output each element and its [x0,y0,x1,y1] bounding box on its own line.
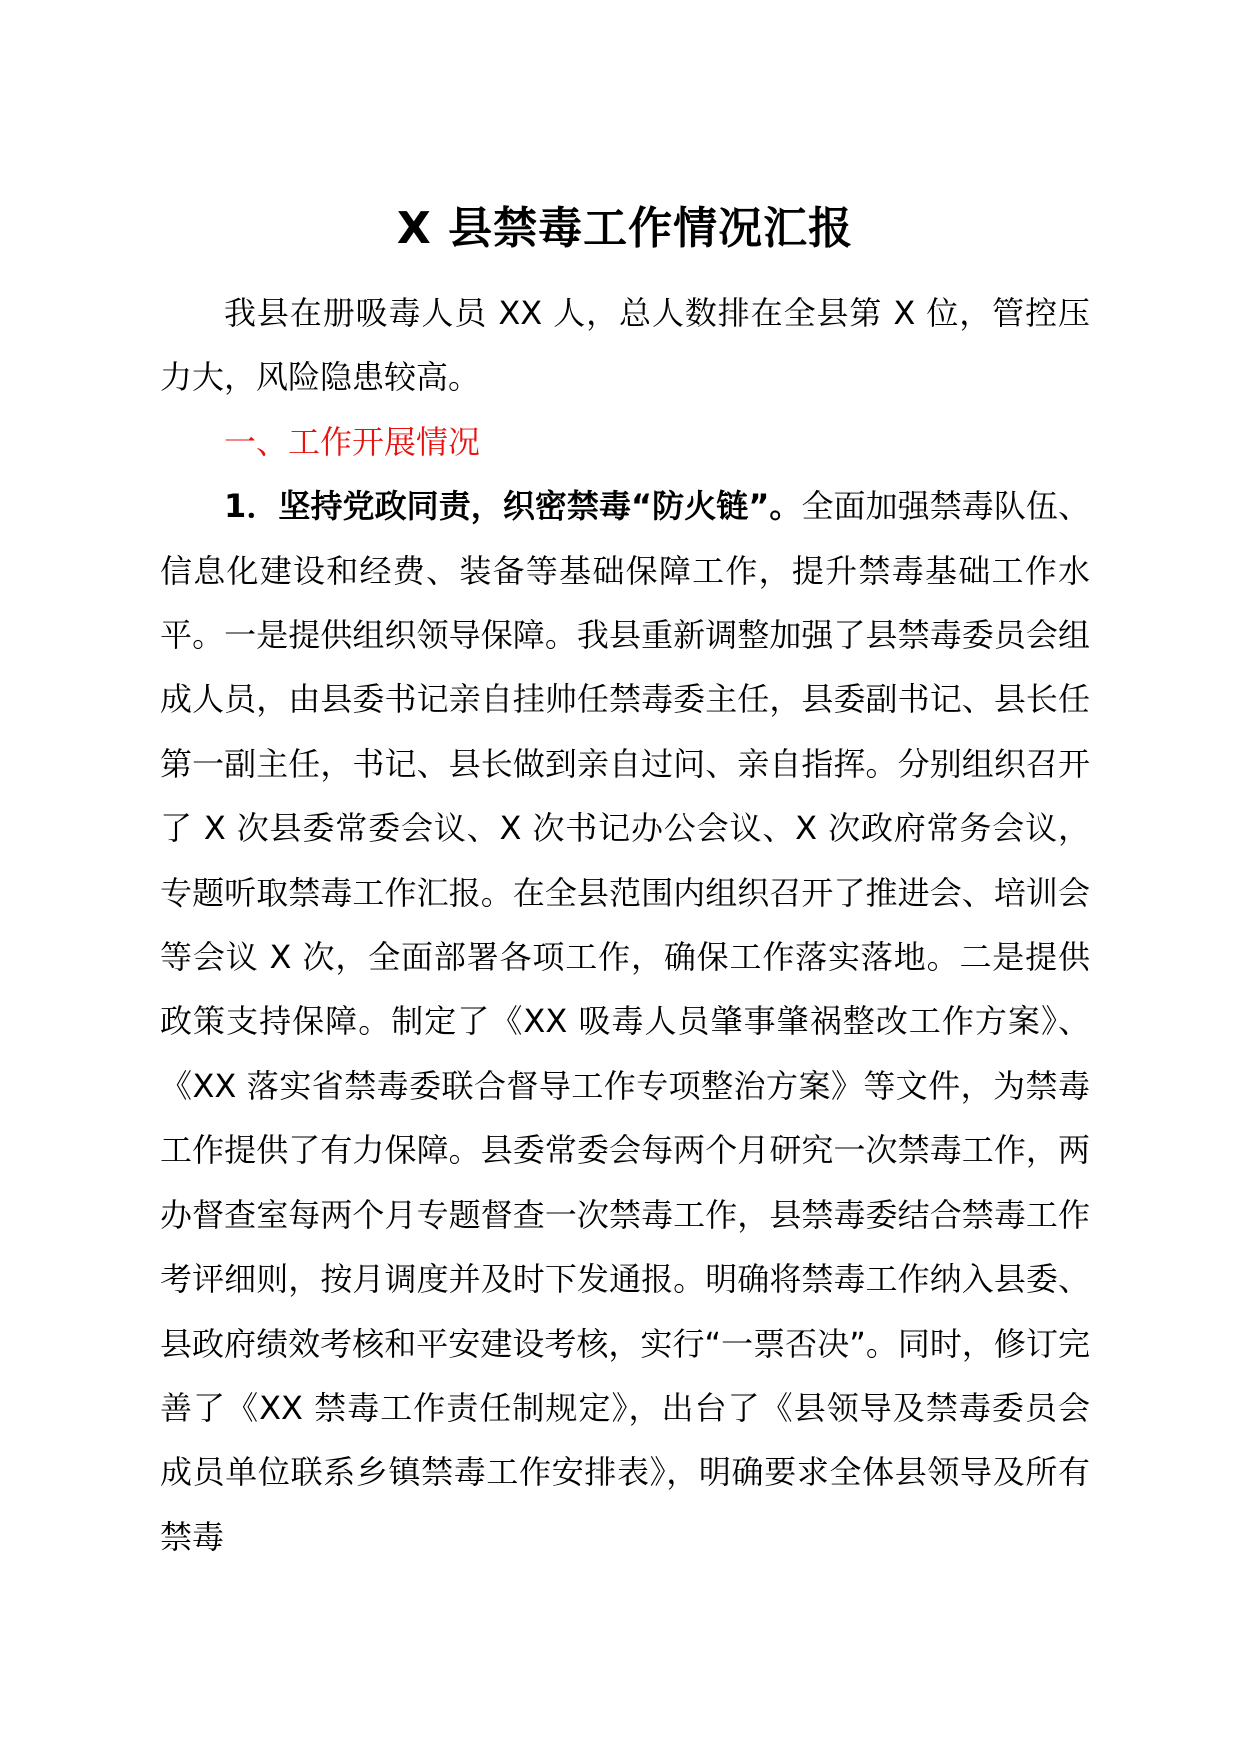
intro-paragraph: 我县在册吸毒人员 XX 人，总人数排在全县第 X 位，管控压力大，风险隐患较高。 [160,294,1090,397]
document-page [160,196,1090,1569]
document-title: X 县禁毒工作情况汇报 [396,203,854,254]
section-heading: 一、工作开展情况 [224,422,481,461]
item-lead: 1．坚持党政同责，织密禁毒“防火链”。 [224,487,802,526]
item-body: 全面加强禁毒队伍、信息化建设和经费、装备等基础保障工作，提升禁毒基础工作水平。一是提供组织领导保障。我县重新调整加强了县禁毒委员会组成人员，由县委书记亲自挂帅任禁毒委主任，县委副书记、县长任第一副主任，书记、县长做到亲自过问、亲自指挥。分别组织召开了 X 次县委常委会议、X 次书记办公会议、X 次政府常务会议，专题听取禁毒工作汇报。在全县范围内组织召开了推进会、培训会等会议 X 次，全面部署各项工作，确保工作落实落地。二是提供政策支持保障。制定了《XX 吸毒人员肇事肇祸整改工作方案》、《XX 落实省禁毒委联合督导工作专项整治方案》等文件，为禁毒工作提供了有力保障。县委常委会每两个月研究一次禁毒工作，两办督查室每两个月专题督查一次禁毒工作，县禁毒委结合禁毒工作考评细则，按月调度并及时下发通报。明确将禁毒工作纳入县委、县政府绩效考核和平安建设考核，实行“一票否决”。同时，修订完善了《XX 禁毒工作责任制规定》，出台了《县领导及禁毒委员会成员单位联系乡镇禁毒工作安排表》，明确要求全体县领导及所有禁毒 [160,487,1090,1556]
item-paragraph [160,474,1090,1569]
